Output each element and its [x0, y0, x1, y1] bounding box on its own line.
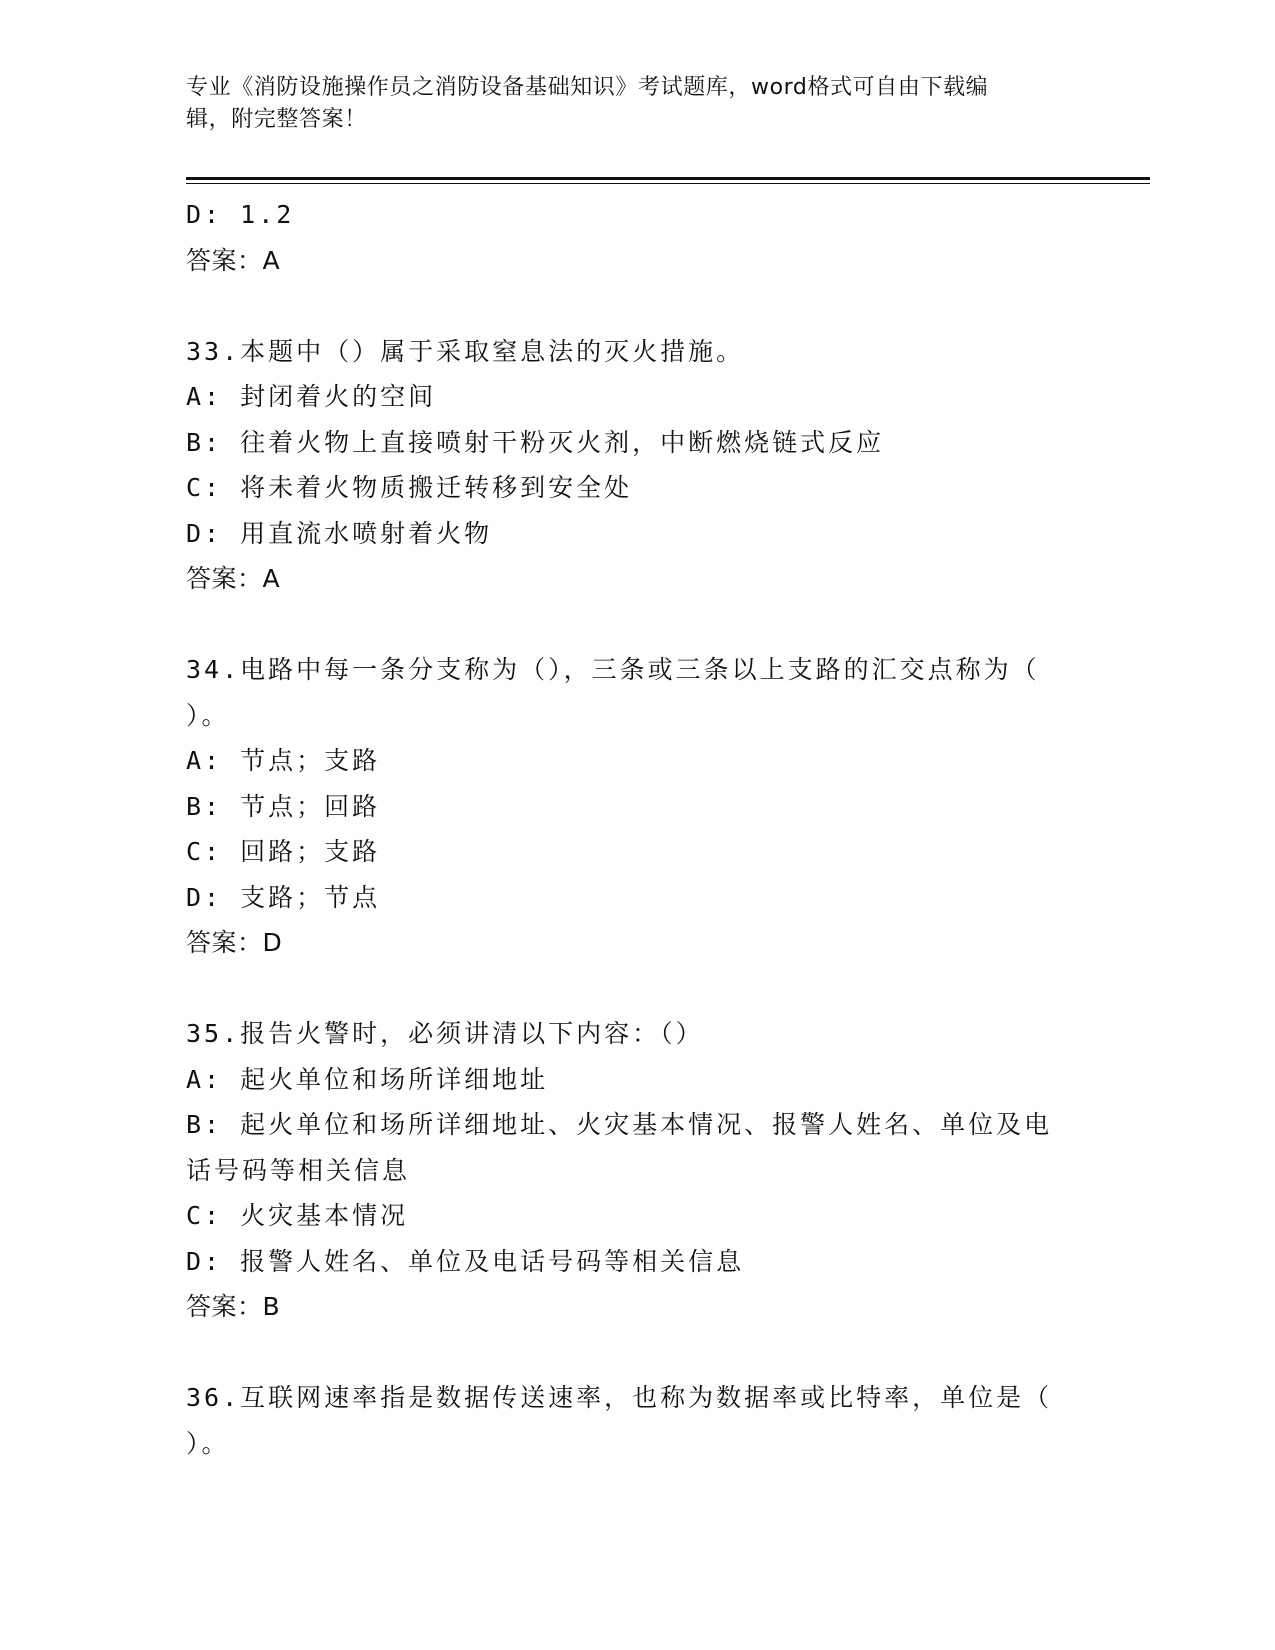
question-answer: 答案：B: [186, 1292, 281, 1321]
header-divider-thin: [186, 183, 1150, 184]
spacer: [186, 602, 1066, 648]
question-stem: 33.本题中（）属于采取窒息法的灭火措施。: [186, 336, 745, 366]
question-option: C: 火灾基本情况: [186, 1201, 409, 1230]
question-stem: 35.报告火警时，必须讲清以下内容：（）: [186, 1019, 704, 1048]
question-option: A: 起火单位和场所详细地址: [186, 1064, 549, 1094]
questions-container: [186, 329, 1066, 1467]
question-block: [186, 329, 1066, 648]
question-option: A: 封闭着火的空间: [186, 382, 437, 411]
question-answer: 答案：D: [186, 928, 283, 957]
question-option: C: 将未着火物质搬迁转移到安全处: [186, 473, 633, 502]
prev-option-d: D: 1.2: [186, 200, 295, 229]
question-option: D: 支路；节点: [186, 882, 381, 912]
question-option: B: 节点；回路: [186, 791, 381, 821]
question-option: 话号码等相关信息: [186, 1155, 411, 1185]
header-line-1: 专业《消防设施操作员之消防设备基础知识》考试题库，word格式可自由下载编: [186, 75, 989, 100]
question-option: B: 往着火物上直接喷射干粉灭火剂，中断燃烧链式反应: [186, 427, 885, 457]
header-divider-thick: [186, 177, 1150, 180]
question-answer: 答案：A: [186, 564, 281, 593]
question-option: D: 报警人姓名、单位及电话号码等相关信息: [186, 1246, 745, 1276]
question-block: [186, 647, 1066, 1011]
question-list: [186, 192, 1066, 1466]
spacer: [186, 283, 1066, 329]
question-block: [186, 1375, 1066, 1466]
question-option: B: 起火单位和场所详细地址、火灾基本情况、报警人姓名、单位及电: [186, 1110, 1053, 1139]
spacer: [186, 1330, 1066, 1376]
question-option: C: 回路；支路: [186, 837, 381, 866]
question-stem: 36.互联网速率指是数据传送速率，也称为数据率或比特率，单位是（: [186, 1383, 1053, 1412]
spacer: [186, 966, 1066, 1012]
header-line-2: 辑，附完整答案！: [186, 107, 367, 132]
question-block: [186, 1011, 1066, 1375]
question-stem: ）。: [186, 1428, 230, 1458]
question-stem: ）。: [186, 700, 230, 730]
prev-answer: 答案：A: [186, 245, 281, 275]
question-option: D: 用直流水喷射着火物: [186, 518, 493, 548]
question-stem: 34.电路中每一条分支称为（），三条或三条以上支路的汇交点称为（: [186, 655, 1040, 684]
document-header: [186, 72, 1066, 136]
question-option: A: 节点；支路: [186, 746, 381, 775]
